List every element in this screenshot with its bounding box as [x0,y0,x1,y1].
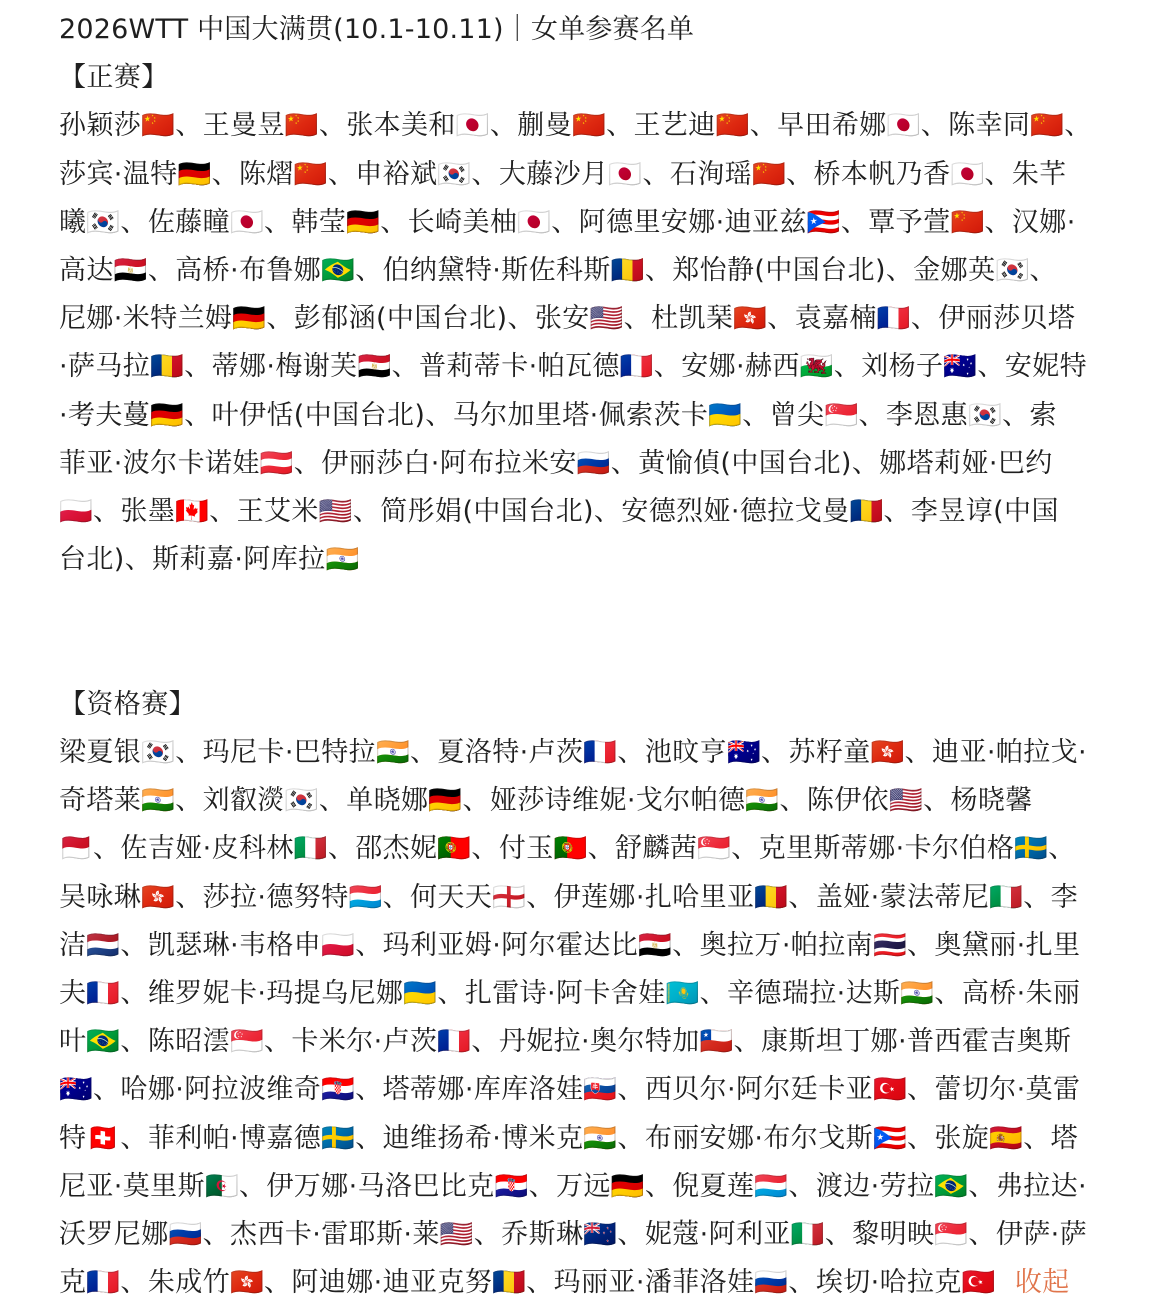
qualifying-line: 🇦🇺、哈娜·阿拉波维奇🇭🇷、塔蒂娜·库库洛娃🇸🇰、西贝尔·阿尔廷卡亚🇹🇷、蕾切尔·莫雷 [59,1074,1081,1106]
main-draw-header: 【正赛】 [59,62,169,94]
qualifying-line-text: 克🇫🇷、朱成竹🇭🇰、阿迪娜·迪亚克努🇷🇴、玛丽亚·潘菲洛娃🇷🇺、埃切·哈拉克🇹🇷 [59,1267,1005,1299]
qualifying-line: 叶🇧🇷、陈昭澐🇸🇬、卡米尔·卢茨🇫🇷、丹妮拉·奥尔特加🇨🇱、康斯坦丁娜·普西霍吉奥斯 [59,1026,1072,1058]
paragraph-spacer [59,584,1145,632]
main-draw-line: 尼娜·米特兰姆🇩🇪、彭郁涵(中国台北)、张安🇺🇸、杜凯琹🇭🇰、袁嘉楠🇫🇷、伊丽莎贝塔 [59,303,1076,335]
main-draw-line: 菲亚·波尔卡诺娃🇦🇹、伊丽莎白·阿布拉米安🇷🇺、黄愉偵(中国台北)、娜塔莉娅·巴约 [59,447,1053,479]
qualifying-line: 吴咏琳🇭🇰、莎拉·德努特🇱🇺、何天天🏴󠁧󠁢󠁥󠁮󠁧󠁿、伊莲娜·扎哈里亚🇷🇴、盖娅·蒙法蒂尼🇮🇹、李 [59,881,1079,913]
qualifying-line: 夫🇫🇷、维罗妮卡·玛提乌尼娜🇺🇦、扎雷诗·阿卡舍娃🇰🇿、辛德瑞拉·达斯🇮🇳、高桥·朱丽 [59,978,1081,1010]
paragraph-spacer [59,633,1145,681]
main-draw-line: 莎宾·温特🇩🇪、陈熠🇨🇳、申裕斌🇰🇷、大藤沙月🇯🇵、石洵瑶🇨🇳、桥本帆乃香🇯🇵、朱芊 [59,158,1067,190]
qualifying-line: 洁🇳🇱、凯瑟琳·韦格申🇵🇱、玛利亚姆·阿尔霍达比🇪🇬、奥拉万·帕拉南🇹🇭、奥黛丽·扎里 [59,929,1081,961]
main-draw-line: 高达🇪🇬、高桥·布鲁娜🇧🇷、伯纳黛特·斯佐科斯🇷🇴、郑怡静(中国台北)、金娜英🇰🇷、 [59,255,1057,287]
main-draw-line: ·萨马拉🇷🇴、蒂娜·梅谢芙🇪🇬、普莉蒂卡·帕瓦德🇫🇷、安娜·赫西🏴󠁧󠁢󠁷󠁬󠁳󠁿、刘杨子🇦🇺、安妮特 [59,351,1088,383]
main-draw-line: 孙颖莎🇨🇳、王曼昱🇨🇳、张本美和🇯🇵、蒯曼🇨🇳、王艺迪🇨🇳、早田希娜🇯🇵、陈幸同🇨🇳、 [59,110,1092,142]
qualifying-line: 🇲🇨、佐吉娅·皮科林🇮🇹、邵杰妮🇵🇹、付玉🇵🇹、舒麟茜🇸🇬、克里斯蒂娜·卡尔伯格🇸🇪、 [59,833,1076,865]
main-draw-line: 🇵🇱、张墨🇨🇦、王艾米🇺🇸、简彤娟(中国台北)、安德烈娅·德拉戈曼🇷🇴、李昱谆(中国 [59,496,1059,528]
qualifying-header: 【资格赛】 [59,688,196,720]
collapse-link[interactable]: 收起 [1014,1267,1070,1299]
post-title: 2026WTT 中国大满贯(10.1-10.11)｜女单参赛名单 [59,14,695,45]
main-draw-line: ·考夫蔓🇩🇪、叶伊恬(中国台北)、马尔加里塔·佩索茨卡🇺🇦、曾尖🇸🇬、李恩惠🇰🇷、索 [59,399,1057,431]
qualifying-line: 沃罗尼娜🇷🇺、杰西卡·雷耶斯·莱🇺🇸、乔斯琳🇳🇿、妮蔻·阿利亚🇮🇹、黎明映🇸🇬、伊萨·萨 [59,1219,1088,1251]
qualifying-line: 奇塔莱🇮🇳、刘叡濙🇰🇷、单晓娜🇩🇪、娅莎诗维妮·戈尔帕德🇮🇳、陈伊依🇺🇸、杨晓馨 [59,785,1033,817]
main-draw-line: 曦🇰🇷、佐藤瞳🇯🇵、韩莹🇩🇪、长崎美柚🇯🇵、阿德里安娜·迪亚兹🇵🇷、覃予萱🇨🇳、汉娜· [59,206,1076,238]
qualifying-last-line [59,1259,1145,1307]
qualifying-line: 尼亚·莫里斯🇩🇿、伊万娜·马洛巴比克🇭🇷、万远🇩🇪、倪夏莲🇱🇺、渡边·劳拉🇧🇷、弗拉达· [59,1170,1088,1202]
qualifying-line: 梁夏银🇰🇷、玛尼卡·巴特拉🇮🇳、夏洛特·卢茨🇫🇷、池旼亨🇦🇺、苏籽童🇭🇰、迪亚·帕拉戈· [59,737,1088,769]
main-draw-line: 台北)、斯莉嘉·阿库拉🇮🇳 [59,544,360,576]
post-body [59,6,1145,1307]
qualifying-line: 特🇨🇭、菲利帕·博嘉德🇸🇪、迪维扬希·博米克🇮🇳、布丽安娜·布尔戈斯🇵🇷、张旋🇪🇸、塔 [59,1122,1079,1154]
